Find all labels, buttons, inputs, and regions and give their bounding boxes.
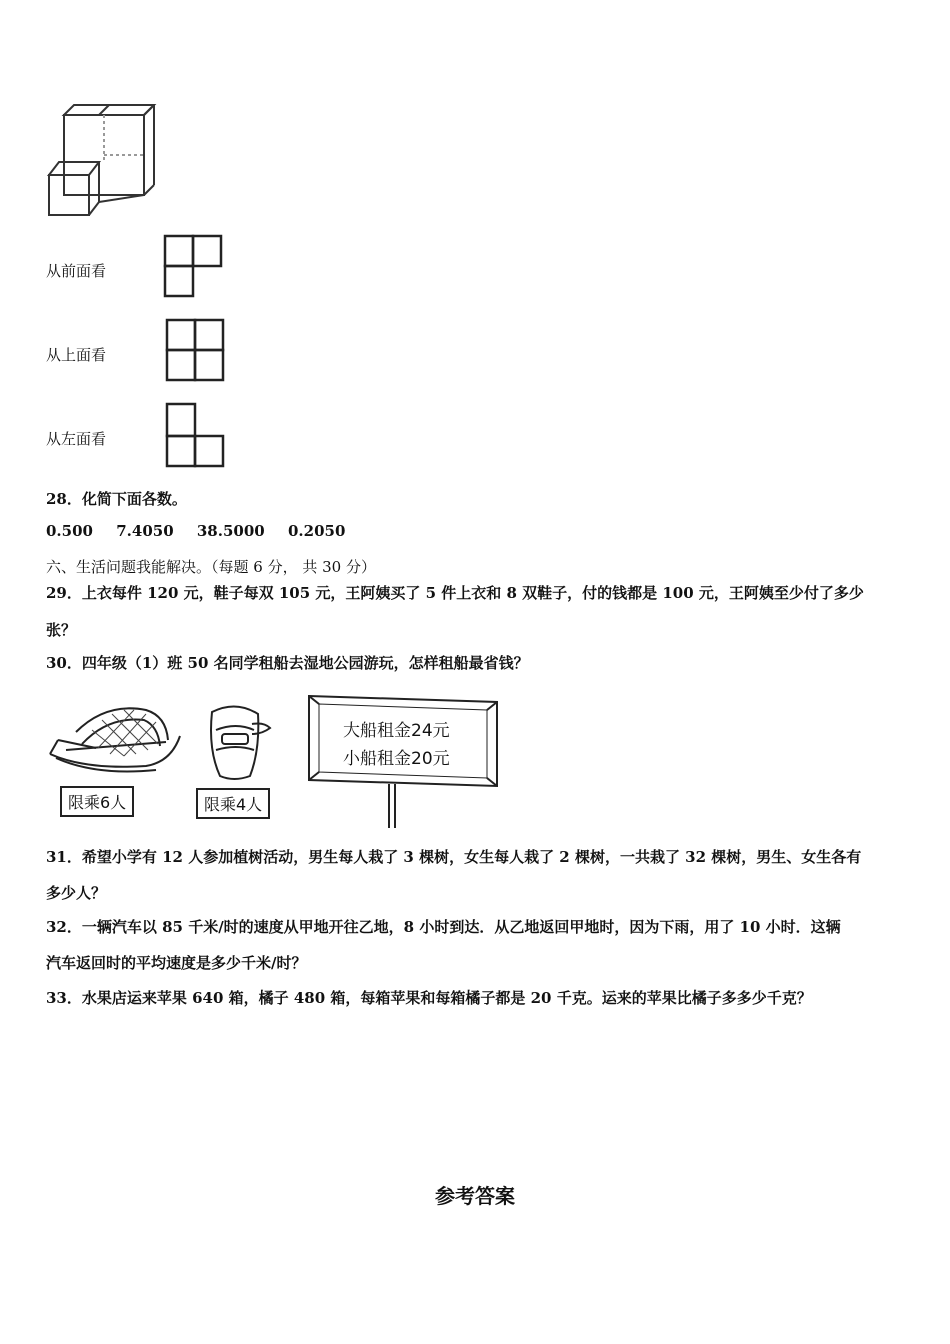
left-view-figure (165, 402, 227, 470)
big-boat-limit-label: 限乘6人 (60, 786, 134, 817)
question-28: 28．化简下面各数。 (46, 490, 187, 508)
top-view-figure (165, 318, 227, 384)
question-32-line2: 汽车返回时的平均速度是多少千米/时？ (46, 954, 307, 972)
q28-number: 7.4050 (116, 522, 174, 540)
cube-stack-figure (44, 100, 159, 220)
small-boat-illustration (200, 700, 272, 784)
question-32-line1: 32．一辆汽车以 85 千米/时的速度从甲地开往乙地，8 小时到达．从乙地返回甲地时，因为下雨，用了 10 小时．这辆 (46, 918, 841, 936)
big-boat-price: 大船租金24元 (343, 721, 450, 741)
answer-heading: 参考答案 (435, 1184, 515, 1208)
front-view-label: 从前面看 (46, 262, 107, 280)
small-boat-limit-label: 限乘4人 (196, 788, 270, 819)
question-30: 30．四年级（1）班 50 名同学租船去湿地公园游玩，怎样租船最省钱？ (46, 654, 529, 672)
rental-price-sign (305, 692, 501, 818)
q28-number: 0.500 (46, 522, 93, 540)
q28-number: 0.2050 (287, 522, 346, 540)
front-view-figure (163, 234, 225, 300)
q28-number: 38.5000 (196, 522, 265, 540)
question-33: 33．水果店运来苹果 640 箱，橘子 480 箱，每箱苹果和每箱橘子都是 20 千克。运来的苹果比橘子多多少千克？ (46, 989, 812, 1007)
top-view-label: 从上面看 (46, 346, 107, 364)
section-6-heading: 六、生活问题我能解决。（每题 6 分， 共 30 分） (46, 558, 376, 576)
q28-numbers (46, 522, 363, 540)
question-29-line2: 张？ (46, 621, 77, 639)
small-boat-price: 小船租金20元 (343, 749, 450, 769)
question-31-line1: 31．希望小学有 12 人参加植树活动，男生每人栽了 3 棵树，女生每人栽了 2 棵树，一共栽了 32 棵树，男生、女生各有 (46, 848, 862, 866)
big-boat-illustration (46, 696, 186, 778)
left-view-label: 从左面看 (46, 430, 107, 448)
question-29-line1: 29．上衣每件 120 元，鞋子每双 105 元，王阿姨买了 5 件上衣和 8 双鞋子，付的钱都是 100 元，王阿姨至少付了多少 (46, 584, 864, 602)
question-31-line2: 多少人？ (46, 884, 107, 902)
